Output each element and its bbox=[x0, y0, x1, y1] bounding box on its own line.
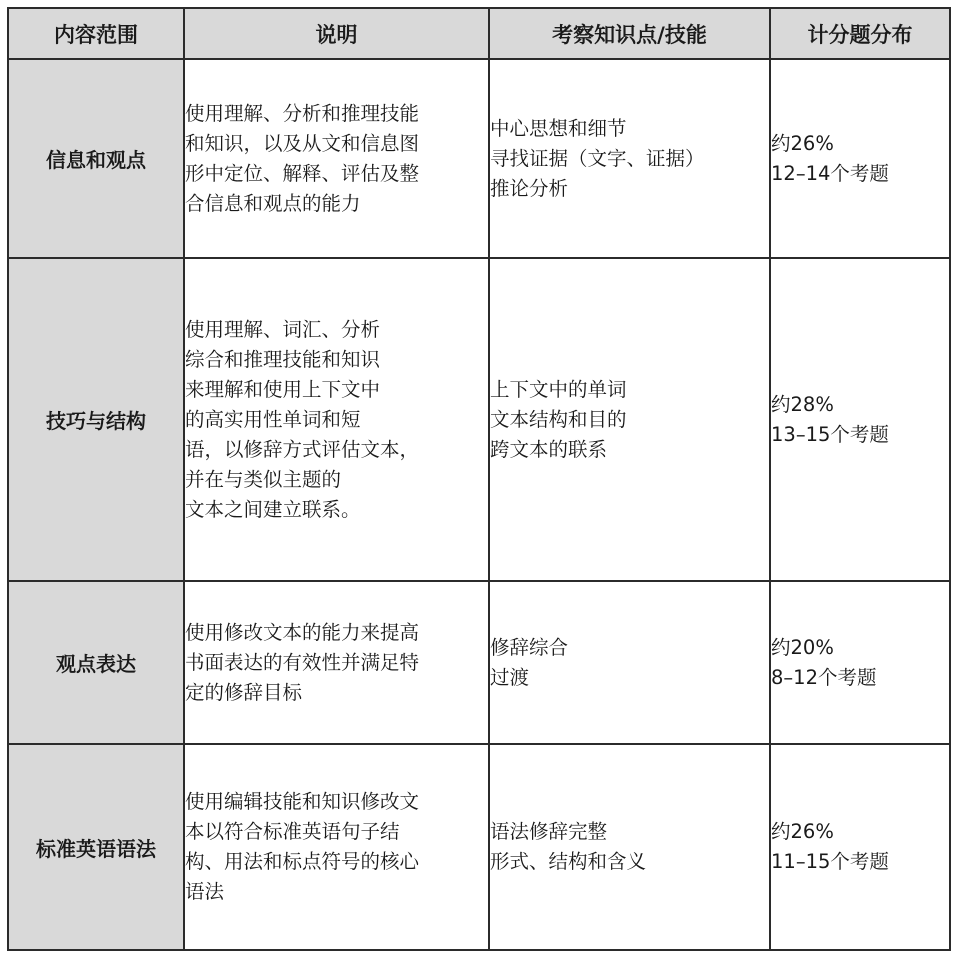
header-description: 说明 bbox=[184, 8, 489, 59]
distribution-cell bbox=[770, 258, 950, 581]
distribution-count: 13–15个考题 bbox=[771, 422, 889, 446]
header-row bbox=[8, 8, 950, 59]
content-area-cell: 观点表达 bbox=[8, 581, 184, 744]
content-area-cell: 标准英语语法 bbox=[8, 744, 184, 950]
skill-line: 过渡 bbox=[490, 665, 530, 689]
description-line: 定的修辞目标 bbox=[185, 680, 303, 704]
distribution-percent: 约28% bbox=[771, 392, 834, 416]
content-area-cell: 技巧与结构 bbox=[8, 258, 184, 581]
distribution-cell bbox=[770, 59, 950, 258]
description-line: 本以符合标准英语句子结 bbox=[185, 820, 400, 843]
skills-cell bbox=[489, 581, 770, 744]
description-line: 语法 bbox=[185, 880, 225, 903]
distribution-count: 12–14个考题 bbox=[771, 161, 889, 185]
skill-line: 跨文本的联系 bbox=[490, 437, 608, 461]
distribution-count: 11–15个考题 bbox=[771, 850, 889, 873]
description-line: 形中定位、解释、评估及整 bbox=[185, 161, 420, 185]
description-line: 使用理解、词汇、分析 bbox=[185, 317, 381, 341]
header-content-area: 内容范围 bbox=[8, 8, 184, 59]
description-line: 来理解和使用上下文中 bbox=[185, 377, 381, 401]
distribution-percent: 约26% bbox=[771, 131, 834, 155]
header-skills: 考察知识点/技能 bbox=[489, 8, 770, 59]
description-cell bbox=[184, 258, 489, 581]
skill-line: 形式、结构和含义 bbox=[490, 850, 647, 873]
table-row bbox=[8, 59, 950, 258]
distribution-percent: 约20% bbox=[771, 635, 834, 659]
table-row bbox=[8, 581, 950, 744]
description-line: 语，以修辞方式评估文本， bbox=[185, 437, 420, 461]
skill-line: 语法修辞完整 bbox=[490, 820, 608, 843]
skill-line: 寻找证据（文字、证据） bbox=[490, 146, 705, 170]
description-line: 的高实用性单词和短 bbox=[185, 407, 361, 431]
description-line: 文本之间建立联系。 bbox=[185, 497, 361, 521]
description-line: 和知识，以及从文和信息图 bbox=[185, 131, 420, 155]
description-line: 合信息和观点的能力 bbox=[185, 191, 361, 215]
skills-cell bbox=[489, 258, 770, 581]
description-line: 书面表达的有效性并满足特 bbox=[185, 650, 420, 674]
skill-line: 修辞综合 bbox=[490, 635, 569, 659]
skills-cell bbox=[489, 59, 770, 258]
table-row bbox=[8, 744, 950, 950]
description-line: 综合和推理技能和知识 bbox=[185, 347, 381, 371]
description-line: 并在与类似主题的 bbox=[185, 467, 342, 491]
distribution-cell bbox=[770, 581, 950, 744]
description-cell bbox=[184, 744, 489, 950]
skill-line: 上下文中的单词 bbox=[490, 377, 627, 401]
distribution-cell bbox=[770, 744, 950, 950]
syllabus-table bbox=[7, 7, 951, 951]
distribution-count: 8–12个考题 bbox=[771, 665, 877, 689]
distribution-percent: 约26% bbox=[771, 820, 834, 843]
skill-line: 中心思想和细节 bbox=[490, 116, 627, 140]
description-line: 构、用法和标点符号的核心 bbox=[185, 850, 420, 873]
description-cell bbox=[184, 581, 489, 744]
table-row bbox=[8, 258, 950, 581]
skill-line: 文本结构和目的 bbox=[490, 407, 627, 431]
content-area-cell: 信息和观点 bbox=[8, 59, 184, 258]
skills-cell bbox=[489, 744, 770, 950]
description-cell bbox=[184, 59, 489, 258]
description-line: 使用理解、分析和推理技能 bbox=[185, 101, 420, 125]
description-line: 使用编辑技能和知识修改文 bbox=[185, 790, 420, 813]
header-score-distribution: 计分题分布 bbox=[770, 8, 950, 59]
skill-line: 推论分析 bbox=[490, 176, 569, 200]
description-line: 使用修改文本的能力来提高 bbox=[185, 620, 420, 644]
